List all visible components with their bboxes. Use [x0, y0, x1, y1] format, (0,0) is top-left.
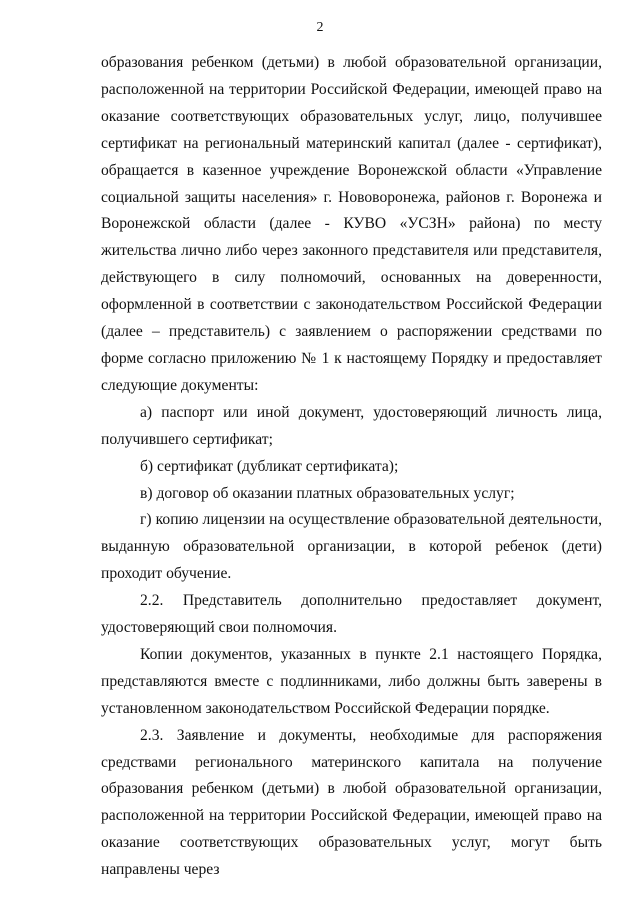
- paragraph-item-b: б) сертификат (дубликат сертификата);: [140, 457, 399, 475]
- paragraph-item-a: а) паспорт или иной документ, удостоверяющий личность лица, получившего сертификат;: [101, 403, 602, 448]
- paragraph-section-2-2: 2.2. Представитель дополнительно предоставляет документ, удостоверяющий свои полномочия.: [101, 592, 602, 637]
- paragraph-continuation: образования ребенком (детьми) в любой образовательной организации, расположенной на территории Российской Федерации, имеющей право на оказание соответствующих образовательных услуг, лицо, получившее сертификат на региональный материнский капитал (далее - сертификат), обращается в казенное учреждение Воронежской области «Управление социальной защиты населения» г. Нововоронежа, районов г. Воронежа и Воронежской области (далее - КУВО «УСЗН» района) по месту жительства лично либо через законного представителя или представителя, действующего в силу полномочий, основанных на доверенности, оформленной в соответствии с законодательством Российской Федерации (далее – представитель) с заявлением о распоряжении средствами по форме согласно приложению № 1 к настоящему Порядку и предоставляет следующие документы:: [101, 54, 602, 394]
- paragraph-item-v: в) договор об оказании платных образовательных услуг;: [140, 484, 515, 502]
- paragraph-item-g: г) копию лицензии на осуществление образовательной деятельности, выданную образовательной организации, в которой ребенок (дети) проходит обучение.: [101, 511, 602, 583]
- page-number: 2: [316, 20, 324, 35]
- paragraph-section-2-3: 2.3. Заявление и документы, необходимые для распоряжения средствами регионального материнского капитала на получение образования ребенком (детьми) в любой образовательной организации, расположенной на территории Российской Федерации, имеющей право на оказание соответствующих образовательных услуг, могут быть направлены через: [101, 726, 602, 879]
- document-body: [101, 50, 602, 884]
- paragraph-copies: Копии документов, указанных в пункте 2.1 настоящего Порядка, представляются вместе с подлинниками, либо должны быть заверены в установленном законодательством Российской Федерации порядке.: [101, 645, 602, 717]
